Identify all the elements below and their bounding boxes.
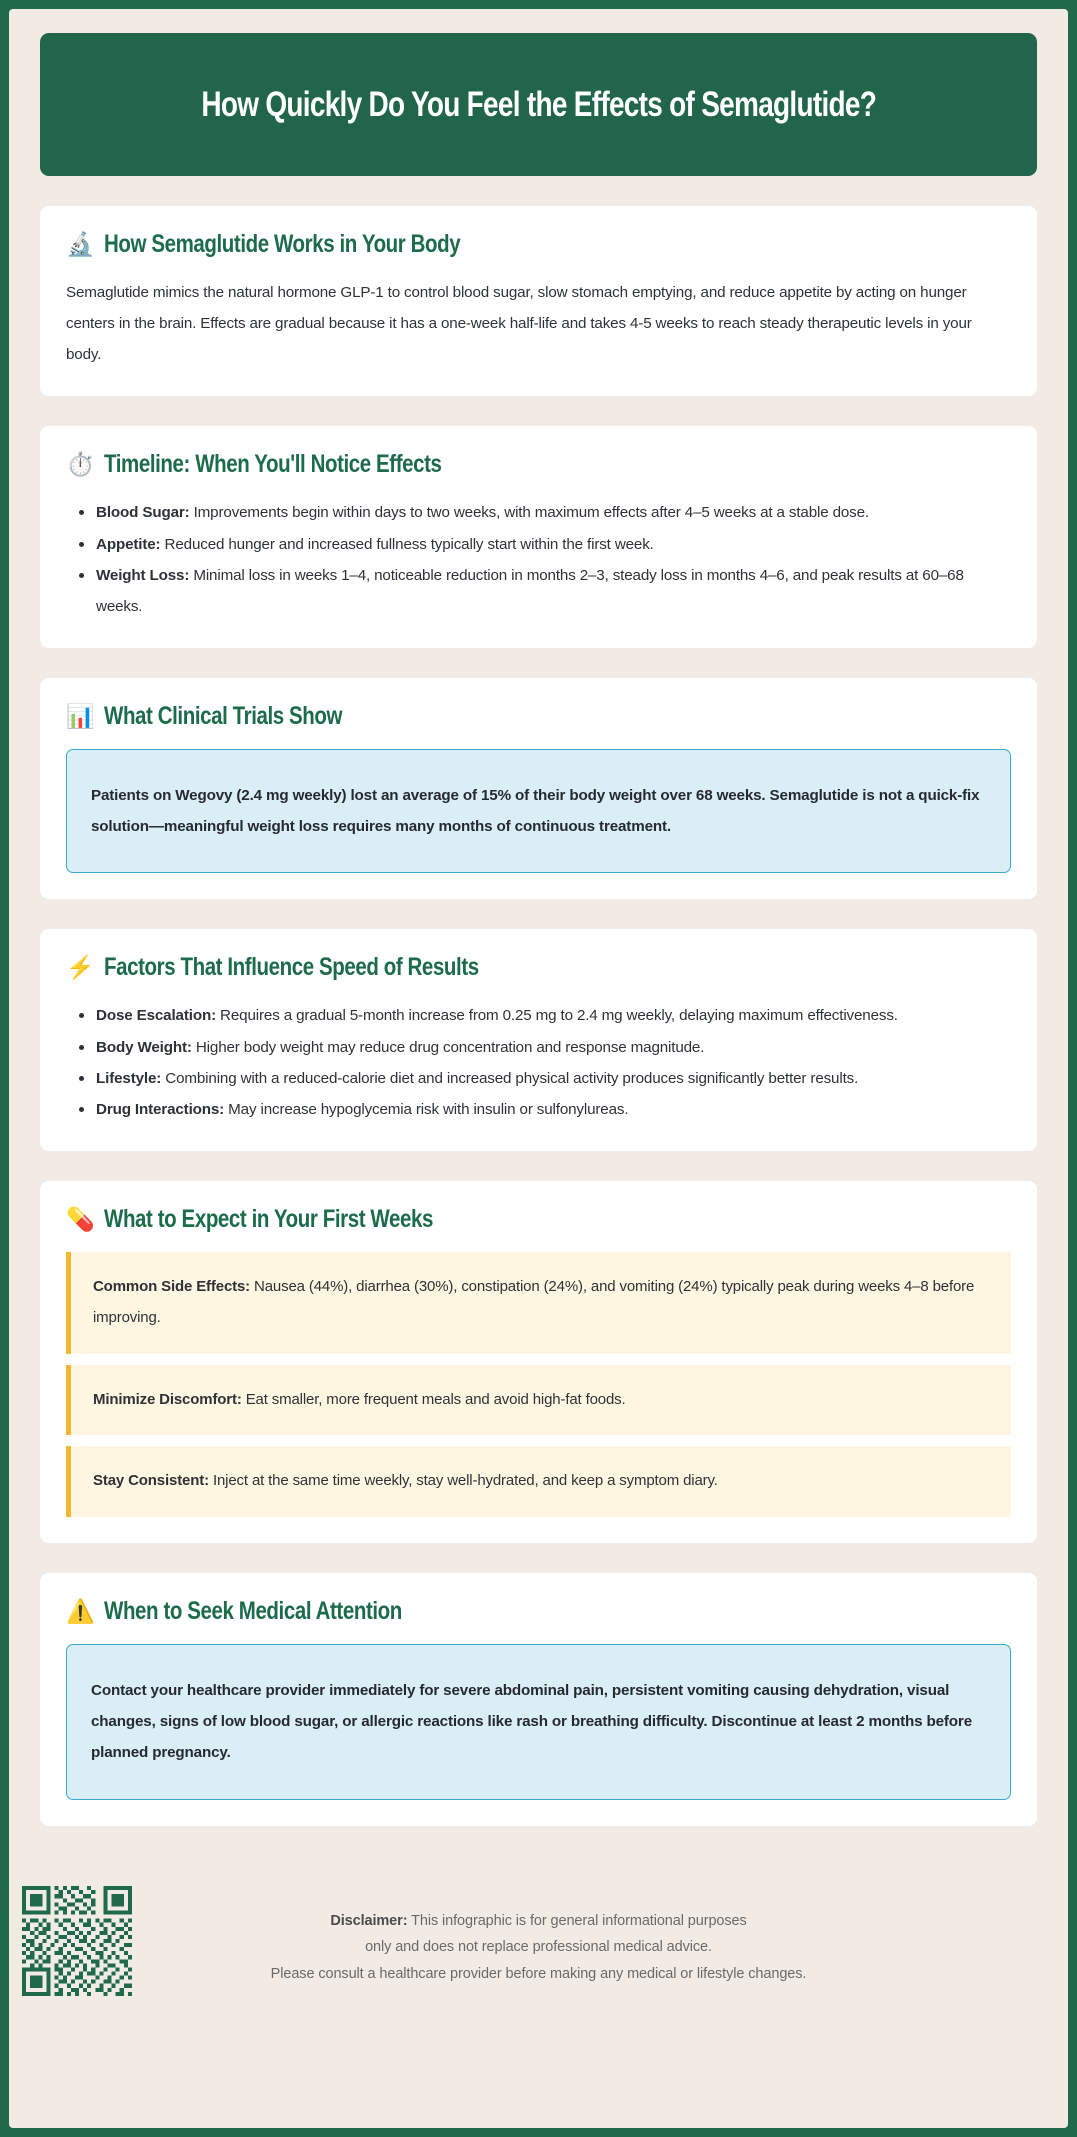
list-item [96,1094,1011,1125]
tip-text [93,1466,989,1497]
section-title-medical-attention: When to Seek Medical Attention [104,1597,402,1626]
microscope-icon: 🔬 [66,231,95,257]
list-item [96,529,1011,560]
header-banner [40,33,1037,176]
tip-label: Minimize Discomfort: [93,1390,242,1408]
tip-text [93,1272,989,1334]
card-clinical-trials [40,678,1037,899]
bullet-text: Minimal loss in weeks 1–4, noticeable reduction in months 2–3, steady loss in months 4–6, and peak results at 60–68 weeks. [96,566,964,615]
tip-box [66,1365,1011,1436]
disclaimer-line-2: only and does not replace professional medical advice. [365,1939,712,1956]
disclaimer-label: Disclaimer: [330,1912,408,1929]
list-item [96,1000,1011,1031]
bullet-label: Lifestyle: [96,1069,162,1087]
tip-body: Inject at the same time weekly, stay well-hydrated, and keep a symptom diary. [208,1472,718,1490]
bullet-text: Improvements begin within days to two weeks, with maximum effects after 4–5 weeks at a stable dose. [189,504,869,522]
disclaimer-text-1: This infographic is for general informational purposes [407,1912,747,1929]
list-item [96,560,1011,622]
bullet-text: Higher body weight may reduce drug concentration and response magnitude. [191,1038,705,1056]
bullet-label: Drug Interactions: [96,1100,225,1118]
clinical-trials-callout-text: Patients on Wegovy (2.4 mg weekly) lost an average of 15% of their body weight over 68 weeks. Semaglutide is not a quick-fix solution—meaningful weight loss requires many months of continuous treatment. [91,787,980,836]
medical-attention-callout [66,1644,1011,1799]
card-header [66,702,1011,731]
tip-box [66,1446,1011,1517]
stopwatch-icon: ⏱️ [66,451,95,478]
list-item [96,497,1011,528]
bullet-text: Reduced hunger and increased fullness typically start within the first week. [160,535,654,553]
card-timeline [40,426,1037,648]
pill-icon: 💊 [66,1206,95,1233]
bullet-label: Appetite: [96,535,161,553]
bullet-text: May increase hypoglycemia risk with insulin or sulfonylureas. [224,1100,629,1118]
footer [40,1856,1037,2129]
tip-body: Nausea (44%), diarrhea (30%), constipation (24%), and vomiting (24%) typically peak during weeks 4–8 before improving. [93,1278,975,1326]
card-medical-attention [40,1573,1037,1825]
tip-box [66,1252,1011,1354]
factors-bullet-list [66,1000,1011,1125]
tip-body: Eat smaller, more frequent meals and avoid high-fat foods. [241,1390,626,1408]
card-header [66,450,1011,479]
card-header [66,1205,1011,1234]
bar-chart-icon: 📊 [66,703,95,730]
section-title-how-it-works: How Semaglutide Works in Your Body [104,230,461,258]
card-header [66,1597,1011,1626]
tip-text [93,1385,989,1416]
section-title-factors: Factors That Influence Speed of Results [104,953,479,982]
card-first-weeks [40,1181,1037,1543]
bullet-label: Blood Sugar: [96,504,190,522]
card-factors [40,929,1037,1151]
disclaimer-line-1 [40,1908,1037,1935]
card-header [66,230,1011,259]
section-title-first-weeks: What to Expect in Your First Weeks [104,1205,433,1234]
infographic-body [9,9,1068,2128]
list-item [96,1063,1011,1094]
qr-code-icon [18,1882,136,2000]
bullet-label: Body Weight: [96,1038,192,1056]
disclaimer [40,1878,1037,1988]
section-title-timeline: Timeline: When You'll Notice Effects [104,450,442,479]
how-it-works-paragraph: Semaglutide mimics the natural hormone GLP-1 to control blood sugar, slow stomach emptying, and reduce appetite by acting on hunger centers in the brain. Effects are gradual because it has a one-week half-life and takes 4-5 weeks to reach steady therapeutic levels in your body. [66,284,972,364]
bullet-text: Combining with a reduced-calorie diet and increased physical activity produces significantly better results. [161,1069,859,1087]
disclaimer-line-3: Please consult a healthcare provider before making any medical or lifestyle changes. [270,1966,807,1983]
card-header [66,953,1011,982]
bullet-label: Weight Loss: [96,566,190,584]
tip-label: Common Side Effects: [93,1278,251,1296]
clinical-trials-callout [66,749,1011,873]
section-title-clinical-trials: What Clinical Trials Show [104,702,343,731]
tip-label: Stay Consistent: [93,1472,209,1490]
bullet-text: Requires a gradual 5-month increase from 0.25 mg to 2.4 mg weekly, delaying maximum effectiveness. [215,1007,898,1025]
timeline-bullet-list [66,497,1011,622]
lightning-bolt-icon: ⚡ [66,954,95,981]
medical-attention-callout-text: Contact your healthcare provider immediately for severe abdominal pain, persistent vomiting causing dehydration, visual changes, signs of low blood sugar, or allergic reactions like rash or breathing difficulty. Discontinue at least 2 months before planned pregnancy. [91,1682,972,1762]
bullet-label: Dose Escalation: [96,1007,216,1025]
warning-triangle-icon: ⚠️ [66,1598,95,1625]
card-how-it-works [40,206,1037,396]
page-title: How Quickly Do You Feel the Effects of Semaglutide? [201,84,876,124]
list-item [96,1032,1011,1063]
